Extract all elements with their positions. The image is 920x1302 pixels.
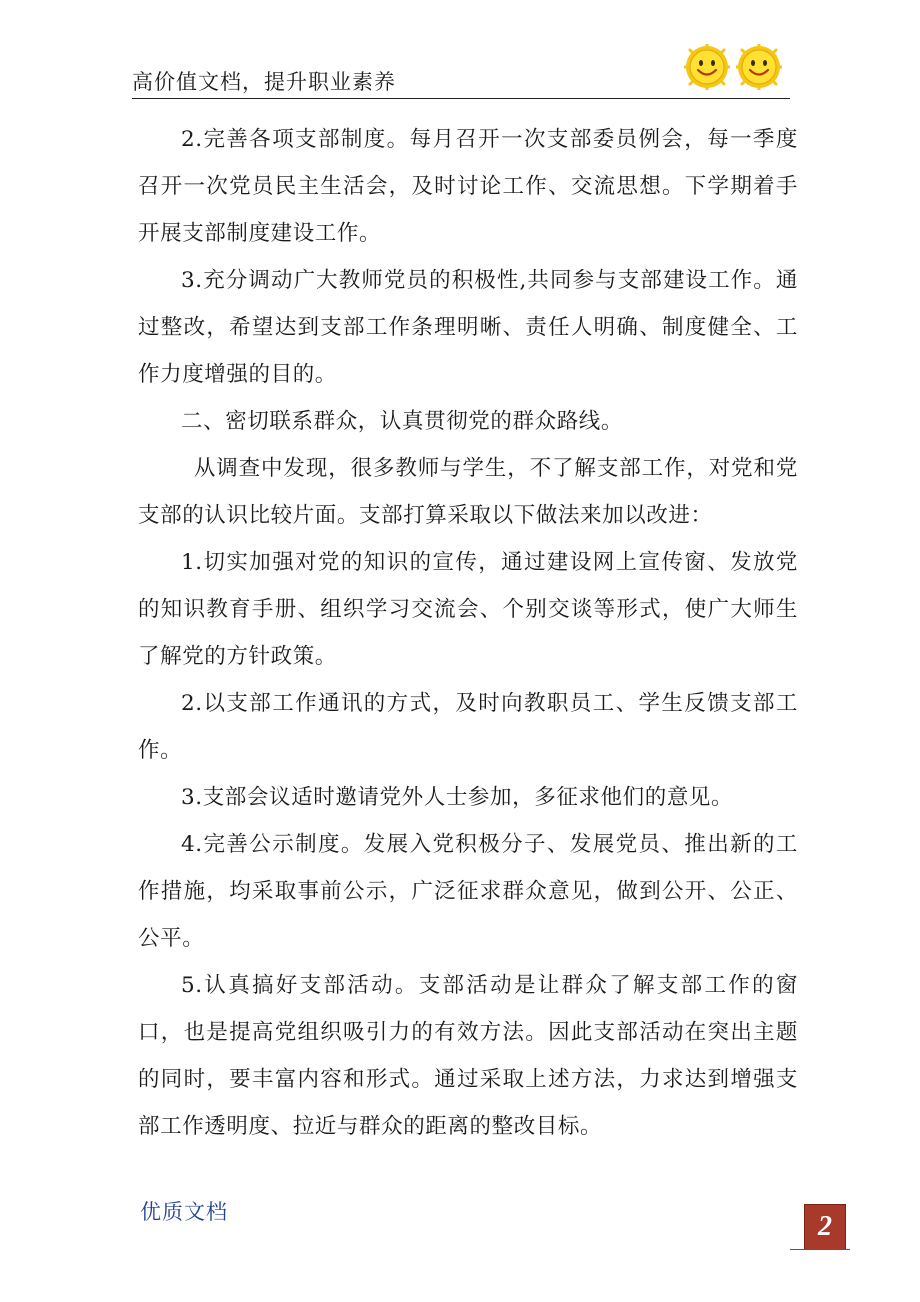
- page-number: 2: [818, 1211, 832, 1242]
- section-heading: 二、密切联系群众，认真贯彻党的群众路线。: [181, 409, 624, 434]
- header-divider: [132, 98, 790, 99]
- smiley-icon: [684, 44, 730, 90]
- footer-divider: [790, 1249, 850, 1250]
- paragraph: 从调查中发现，很多教师与学生，不了解支部工作，对党和党支部的认识比较片面。支部打算采取以下做法来加以改进：: [138, 456, 798, 528]
- footer-label: 优质文档: [140, 1200, 228, 1224]
- header-title: 高价值文档，提升职业素养: [132, 70, 396, 94]
- paragraph: 2.以支部工作通讯的方式，及时向教职员工、学生反馈支部工作。: [138, 691, 798, 763]
- paragraph: 1.切实加强对党的知识的宣传，通过建设网上宣传窗、发放党的知识教育手册、组织学习交流会、个别交谈等形式，使广大师生了解党的方针政策。: [138, 550, 798, 669]
- page-number-badge: [804, 1204, 846, 1250]
- smiley-icon: [736, 44, 782, 90]
- paragraph: 3.充分调动广大教师党员的积极性,共同参与支部建设工作。通过整改，希望达到支部工作条理明晰、责任人明确、制度健全、工作力度增强的目的。: [138, 268, 798, 387]
- paragraph: 4.完善公示制度。发展入党积极分子、发展党员、推出新的工作措施，均采取事前公示，广泛征求群众意见，做到公开、公正、公平。: [138, 832, 798, 951]
- paragraph: 5.认真搞好支部活动。支部活动是让群众了解支部工作的窗口，也是提高党组织吸引力的有效方法。因此支部活动在突出主题的同时，要丰富内容和形式。通过采取上述方法，力求达到增强支部工作透明度、拉近与群众的距离的整改目标。: [138, 973, 798, 1139]
- document-body: [138, 116, 798, 1150]
- paragraph: 2.完善各项支部制度。每月召开一次支部委员例会，每一季度召开一次党员民主生活会，及时讨论工作、交流思想。下学期着手开展支部制度建设工作。: [138, 127, 798, 246]
- paragraph: 3.支部会议适时邀请党外人士参加，多征求他们的意见。: [181, 785, 734, 810]
